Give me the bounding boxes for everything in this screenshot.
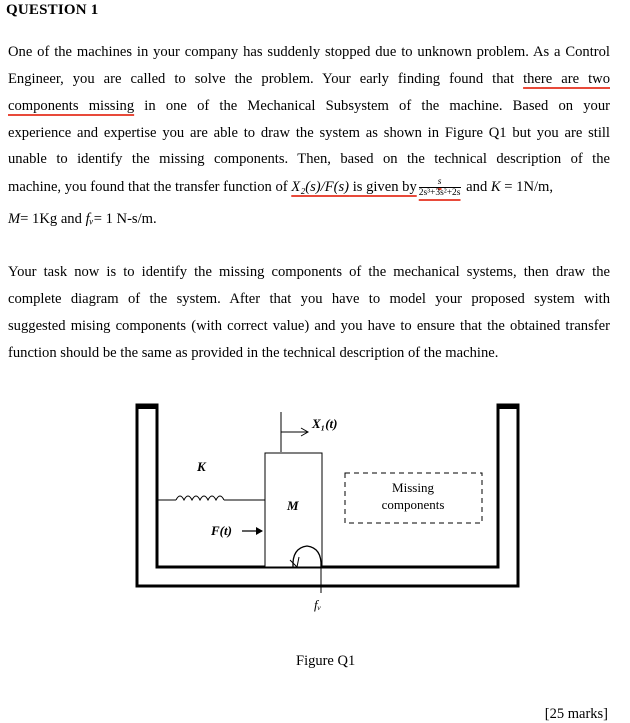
para2-line2: complete diagram of the system. After that you have to model your proposed system with [8,291,610,307]
para1-line2-text: Engineer, you are called to solve the problem. Your early finding found that [8,71,524,87]
m-symbol: M [8,211,21,227]
para1-line1: One of the machines in your company has suddenly stopped due to unknown problem. As a Control [8,44,610,60]
missing-label-line2: components [381,497,445,512]
fraction-numerator: s [419,177,461,188]
figure-caption: Figure Q1 [296,653,356,669]
and-text: and [462,178,491,195]
para2-line4: function should be the same as provided in the technical description of the machine. [8,345,499,361]
k-symbol: K [490,178,501,195]
para1-line6-text: machine, you found that the transfer function of [8,178,292,195]
k-value: = 1N/m, [500,178,554,195]
fv-value: = 1 N-s/m. [93,211,157,227]
right-frame-cap [498,405,518,409]
friction-fv-label: fᵥ [314,597,322,612]
force-arrow-head [256,527,263,535]
is-given-by: is given by [349,178,417,195]
spring-coil [176,496,224,500]
para2-line3: suggested mising components (with correct value) and you have to ensure that the obtained transfer [8,318,610,334]
highlight-there-are-two: there are two [523,71,610,87]
x1-label: X₁(t) [312,416,338,431]
spring-k-label: K [197,459,206,474]
m-value: = 1Kg and [20,211,86,227]
para1-line4: experience and expertise you are able to draw the system as shown in Figure Q1 but you are still [8,125,610,141]
mass-label: M [287,498,299,513]
missing-label-line1: Missing [392,480,434,495]
para1-line5: unable to identify the missing components. Then, based on the technical description of the [8,151,610,167]
fraction-denominator: 2s³+3s²+2s [418,188,461,198]
para1-line3-text: in one of the Mechanical Subsystem of the machine. Based on your [134,98,610,114]
transfer-function-label: X₂(s)/F(s) [291,178,350,195]
highlight-components-missing: components missing [8,98,135,114]
question-heading: QUESTION 1 [6,2,99,18]
ground-frame [137,405,518,586]
fv-symbol: fᵥ [85,211,94,227]
left-frame-cap [137,405,157,409]
para2-line1: Your task now is to identify the missing components of the mechanical systems, then draw the [8,264,610,280]
marks-label: [25 marks] [544,706,608,722]
force-label: F(t) [211,523,232,538]
